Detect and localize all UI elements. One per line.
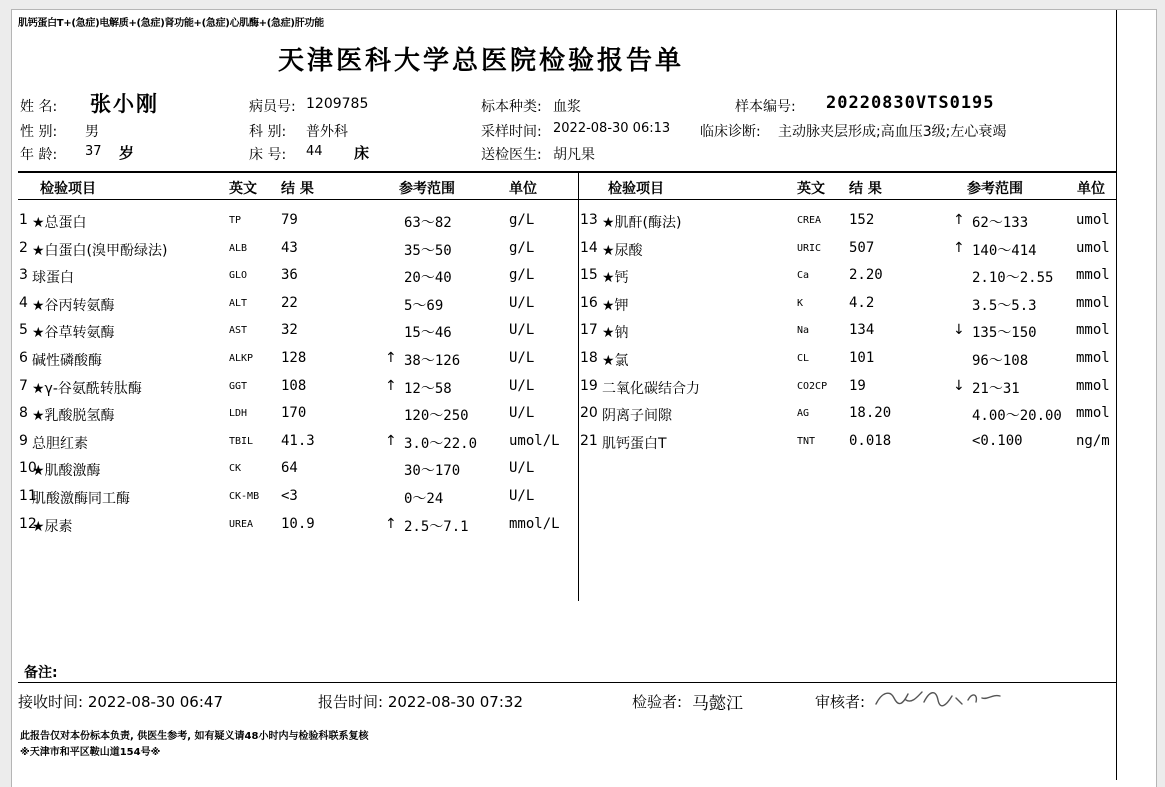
row-number: 17: [580, 322, 598, 338]
test-result: 134: [849, 322, 875, 338]
test-name: 肌钙蛋白T: [602, 436, 667, 452]
col-result: 结 果: [281, 181, 314, 197]
col-item-right: 检验项目: [608, 181, 664, 197]
col-en: 英文: [229, 181, 257, 197]
test-unit: g/L: [509, 212, 535, 228]
test-name: ★白蛋白(溴甲酚绿法): [32, 243, 168, 259]
test-result: 79: [281, 212, 298, 228]
reference-range: 62～133: [972, 215, 1029, 231]
age-unit: 岁: [119, 144, 135, 162]
row-number: 10: [19, 460, 37, 476]
test-name: ★谷草转氨酶: [32, 325, 115, 341]
test-unit: U/L: [509, 378, 535, 394]
abnormal-flag-icon: ↑: [953, 240, 965, 256]
test-name: 球蛋白: [32, 270, 74, 286]
test-result: 4.2: [849, 295, 875, 311]
row-number: 4: [19, 295, 28, 311]
address-text: ※天津市和平区鞍山道154号※: [20, 747, 161, 758]
test-unit: g/L: [509, 267, 535, 283]
row-number: 20: [580, 405, 598, 421]
test-result: 19: [849, 378, 866, 394]
test-name: 二氧化碳结合力: [602, 381, 700, 397]
test-abbrev: CO2CP: [797, 381, 828, 392]
test-unit: U/L: [509, 295, 535, 311]
row-number: 16: [580, 295, 598, 311]
test-result: 64: [281, 460, 298, 476]
patient-name: 张小刚: [90, 92, 159, 116]
test-name: ★肌酸激酶: [32, 463, 101, 479]
tester-label: 检验者:: [632, 693, 683, 711]
col-unit-right: 单位: [1077, 181, 1105, 197]
test-result: 32: [281, 322, 298, 338]
reference-range: 63～82: [404, 215, 452, 231]
sex-label: 性 别:: [20, 124, 58, 140]
test-abbrev: GLO: [229, 270, 248, 281]
col-range: 参考范围: [399, 181, 455, 197]
abnormal-flag-icon: ↑: [385, 350, 397, 366]
specimen-label: 标本种类:: [481, 99, 542, 115]
test-result: 43: [281, 240, 298, 256]
test-unit: g/L: [509, 240, 535, 256]
test-unit: U/L: [509, 405, 535, 421]
test-name: 肌酸激酶同工酶: [32, 491, 130, 507]
test-result: 108: [281, 378, 307, 394]
col-result-right: 结 果: [849, 181, 882, 197]
test-name: ★钙: [602, 270, 629, 286]
disclaimer-text: 此报告仅对本份标本负责, 供医生参考, 如有疑义请48小时内与检验科联系复核: [20, 731, 369, 742]
reference-range: 96～108: [972, 353, 1029, 369]
test-name: ★尿素: [32, 519, 73, 535]
record-label: 病员号:: [249, 99, 296, 115]
test-result: 0.018: [849, 433, 892, 449]
test-abbrev: ALKP: [229, 353, 254, 364]
test-result: 2.20: [849, 267, 883, 283]
test-unit: U/L: [509, 322, 535, 338]
test-result: 152: [849, 212, 875, 228]
report-time: 报告时间: 2022-08-30 07:32: [318, 693, 523, 711]
test-abbrev: UREA: [229, 519, 254, 530]
test-unit: U/L: [509, 350, 535, 366]
bed-number: 44: [306, 144, 323, 159]
reference-range: <0.100: [972, 433, 1023, 449]
test-name: ★γ-谷氨酰转肽酶: [32, 381, 142, 397]
abnormal-flag-icon: ↓: [953, 378, 965, 394]
test-unit: mmol/L: [509, 516, 560, 532]
reviewer-signature-image: [872, 686, 1012, 712]
test-abbrev: TP: [229, 215, 242, 226]
abnormal-flag-icon: ↑: [385, 433, 397, 449]
row-number: 2: [19, 240, 28, 256]
test-result: 10.9: [281, 516, 315, 532]
test-unit: mmol: [1076, 295, 1110, 311]
test-unit: U/L: [509, 488, 535, 504]
test-unit: mmol: [1076, 267, 1110, 283]
row-number: 5: [19, 322, 28, 338]
reference-range: 12～58: [404, 381, 452, 397]
receive-time: 接收时间: 2022-08-30 06:47: [18, 693, 223, 711]
reference-range: 21～31: [972, 381, 1020, 397]
bed-unit: 床: [354, 144, 370, 162]
test-abbrev: AST: [229, 325, 248, 336]
test-name: ★氯: [602, 353, 629, 369]
table-column-divider: [578, 171, 579, 601]
test-abbrev: CK: [229, 463, 242, 474]
test-name: ★钠: [602, 325, 629, 341]
reference-range: 15～46: [404, 325, 452, 341]
test-result: 170: [281, 405, 307, 421]
test-abbrev: AG: [797, 408, 810, 419]
test-unit: mmol: [1076, 378, 1110, 394]
row-number: 19: [580, 378, 598, 394]
specimen-type: 血浆: [553, 99, 581, 115]
test-unit: mmol: [1076, 350, 1110, 366]
test-result: 128: [281, 350, 307, 366]
tester-name: 马懿江: [692, 694, 743, 714]
test-result: 18.20: [849, 405, 892, 421]
test-name: 碱性磷酸酶: [32, 353, 102, 369]
reference-range: 0～24: [404, 491, 444, 507]
patient-age: 37: [85, 144, 102, 159]
col-range-right: 参考范围: [967, 181, 1023, 197]
test-result: 36: [281, 267, 298, 283]
remark-label: 备注:: [24, 665, 58, 681]
name-label: 姓 名:: [20, 99, 58, 115]
diagnosis-label: 临床诊断:: [700, 124, 761, 140]
test-unit: ng/m: [1076, 433, 1110, 449]
sample-number-label: 样本编号:: [735, 99, 796, 115]
test-abbrev: TNT: [797, 436, 816, 447]
report-frame: [12, 10, 1117, 780]
row-number: 8: [19, 405, 28, 421]
row-number: 1: [19, 212, 28, 228]
test-result: <3: [281, 488, 298, 504]
patient-sex: 男: [85, 124, 99, 140]
row-number: 18: [580, 350, 598, 366]
test-result: 41.3: [281, 433, 315, 449]
record-number: 1209785: [306, 96, 369, 112]
reviewer-label: 审核者:: [815, 693, 866, 711]
reference-range: 120～250: [404, 408, 469, 424]
test-abbrev: CL: [797, 353, 810, 364]
report-title: 天津医科大学总医院检验报告单: [278, 46, 685, 76]
test-abbrev: CK-MB: [229, 491, 260, 502]
test-name: 总胆红素: [32, 436, 88, 452]
row-number: 12: [19, 516, 37, 532]
row-number: 21: [580, 433, 598, 449]
age-label: 年 龄:: [20, 147, 58, 163]
collect-time-label: 采样时间:: [481, 124, 542, 140]
test-name: 阴离子间隙: [602, 408, 672, 424]
col-unit: 单位: [509, 181, 537, 197]
row-number: 7: [19, 378, 28, 394]
test-abbrev: CREA: [797, 215, 822, 226]
row-number: 14: [580, 240, 598, 256]
row-number: 11: [19, 488, 37, 504]
reference-range: 38～126: [404, 353, 461, 369]
col-item: 检验项目: [40, 181, 96, 197]
test-abbrev: Ca: [797, 270, 810, 281]
reference-range: 30～170: [404, 463, 461, 479]
test-name: ★乳酸脱氢酶: [32, 408, 115, 424]
report-page: [11, 9, 1157, 787]
test-name: ★钾: [602, 298, 629, 314]
test-unit: umol: [1076, 240, 1110, 256]
test-result: 22: [281, 295, 298, 311]
test-abbrev: ALT: [229, 298, 248, 309]
dept-label: 科 别:: [249, 124, 287, 140]
reference-range: 35～50: [404, 243, 452, 259]
test-abbrev: ALB: [229, 243, 248, 254]
test-unit: mmol: [1076, 322, 1110, 338]
test-name: ★总蛋白: [32, 215, 87, 231]
test-result: 101: [849, 350, 875, 366]
table-header-rule: [18, 199, 1116, 200]
bed-label: 床 号:: [249, 147, 287, 163]
remark-rule: [18, 682, 1116, 683]
collect-time: 2022-08-30 06:13: [553, 121, 671, 136]
test-name: ★尿酸: [602, 243, 643, 259]
test-abbrev: URIC: [797, 243, 822, 254]
test-unit: umol/L: [509, 433, 560, 449]
test-unit: mmol: [1076, 405, 1110, 421]
reference-range: 140～414: [972, 243, 1037, 259]
test-panel-header: 肌钙蛋白T+(急症)电解质+(急症)肾功能+(急症)心肌酶+(急症)肝功能: [18, 18, 324, 29]
clinical-diagnosis: 主动脉夹层形成;高血压3级;左心衰竭: [778, 124, 1007, 140]
department: 普外科: [306, 124, 348, 140]
abnormal-flag-icon: ↑: [385, 516, 397, 532]
abnormal-flag-icon: ↓: [953, 322, 965, 338]
row-number: 3: [19, 267, 28, 283]
test-abbrev: GGT: [229, 381, 248, 392]
sample-number: 20220830VTS0195: [826, 93, 995, 113]
reference-range: 2.5～7.1: [404, 519, 469, 535]
reference-range: 5～69: [404, 298, 444, 314]
abnormal-flag-icon: ↑: [953, 212, 965, 228]
test-unit: U/L: [509, 460, 535, 476]
doctor-name: 胡凡果: [553, 147, 595, 163]
doctor-label: 送检医生:: [481, 147, 542, 163]
test-result: 507: [849, 240, 875, 256]
row-number: 15: [580, 267, 598, 283]
test-abbrev: K: [797, 298, 804, 309]
reference-range: 3.5～5.3: [972, 298, 1037, 314]
row-number: 9: [19, 433, 28, 449]
test-abbrev: TBIL: [229, 436, 254, 447]
test-abbrev: Na: [797, 325, 810, 336]
reference-range: 4.00～20.00: [972, 408, 1062, 424]
reference-range: 135～150: [972, 325, 1037, 341]
col-en-right: 英文: [797, 181, 825, 197]
abnormal-flag-icon: ↑: [385, 378, 397, 394]
test-name: ★肌酐(酶法): [602, 215, 682, 231]
reference-range: 2.10～2.55: [972, 270, 1054, 286]
row-number: 6: [19, 350, 28, 366]
table-top-rule: [18, 171, 1116, 173]
test-name: ★谷丙转氨酶: [32, 298, 115, 314]
row-number: 13: [580, 212, 598, 228]
reference-range: 20～40: [404, 270, 452, 286]
test-abbrev: LDH: [229, 408, 248, 419]
reference-range: 3.0～22.0: [404, 436, 478, 452]
test-unit: umol: [1076, 212, 1110, 228]
